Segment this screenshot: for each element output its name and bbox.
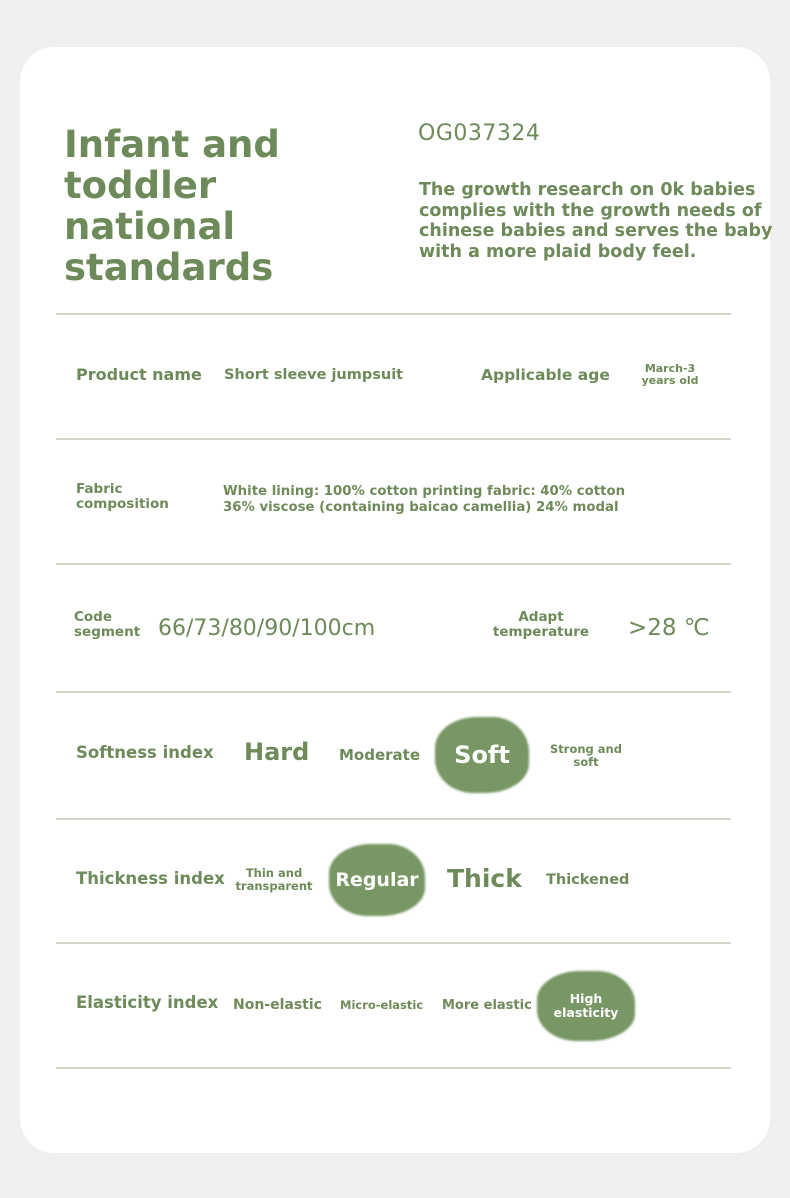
fabric-label-line2: composition xyxy=(76,496,169,512)
applicable-age-label: Applicable age xyxy=(481,366,610,384)
thickness-option-regular-selected: Regular xyxy=(331,846,423,914)
code-label-line1: Code xyxy=(74,609,113,625)
fabric-value-line2: 36% viscose (containing baicao camellia) 24% modal xyxy=(223,500,619,515)
fabric-label xyxy=(76,482,169,512)
thickness-option-thickened: Thickened xyxy=(546,872,630,888)
elasticity-option-more-elastic: More elastic xyxy=(442,998,532,1013)
softness-label: Softness index xyxy=(76,743,214,762)
code-segment-value: 66/73/80/90/100cm xyxy=(158,616,376,641)
page-title: Infant and toddler national standards xyxy=(64,123,280,289)
applicable-age-value: March-3 years old xyxy=(641,362,699,387)
divider xyxy=(56,942,731,944)
softness-option-moderate: Moderate xyxy=(339,746,421,764)
divider xyxy=(56,313,731,315)
divider xyxy=(56,563,731,565)
elasticity-option-high-selected: High elasticity xyxy=(539,973,633,1039)
product-name-value: Short sleeve jumpsuit xyxy=(224,367,404,383)
thickness-option-thick: Thick xyxy=(447,864,522,893)
thickness-label: Thickness index xyxy=(76,869,225,888)
divider xyxy=(56,1067,731,1069)
code-label-line2: segment xyxy=(74,624,141,640)
code-segment-label xyxy=(74,610,140,640)
divider xyxy=(56,438,731,440)
product-code: OG037324 xyxy=(418,121,541,146)
temp-label-line1: Adapt xyxy=(518,609,564,625)
elasticity-option-non-elastic: Non-elastic xyxy=(233,997,322,1013)
divider xyxy=(56,691,731,693)
fabric-value xyxy=(223,484,625,516)
softness-option-soft-selected: Soft xyxy=(437,719,527,791)
fabric-label-line1: Fabric xyxy=(76,481,123,497)
divider xyxy=(56,818,731,820)
elasticity-option-micro-elastic: Micro-elastic xyxy=(340,998,424,1012)
thickness-option-thin: Thin and transparent xyxy=(235,866,313,893)
elasticity-label: Elasticity index xyxy=(76,993,219,1012)
fabric-value-line1: White lining: 100% cotton printing fabric: 40% cotton xyxy=(223,484,626,499)
product-name-label: Product name xyxy=(76,365,202,384)
adapt-temperature-value: >28 ℃ xyxy=(628,615,710,641)
softness-option-hard: Hard xyxy=(244,738,310,766)
adapt-temperature-label xyxy=(488,610,594,640)
softness-option-strong-soft: Strong and soft xyxy=(550,742,622,769)
header-description: The growth research on 0k babies complies with the growth needs of chinese babies and serves the baby with a more plaid body feel. xyxy=(419,180,773,262)
temp-label-line2: temperature xyxy=(492,624,590,640)
